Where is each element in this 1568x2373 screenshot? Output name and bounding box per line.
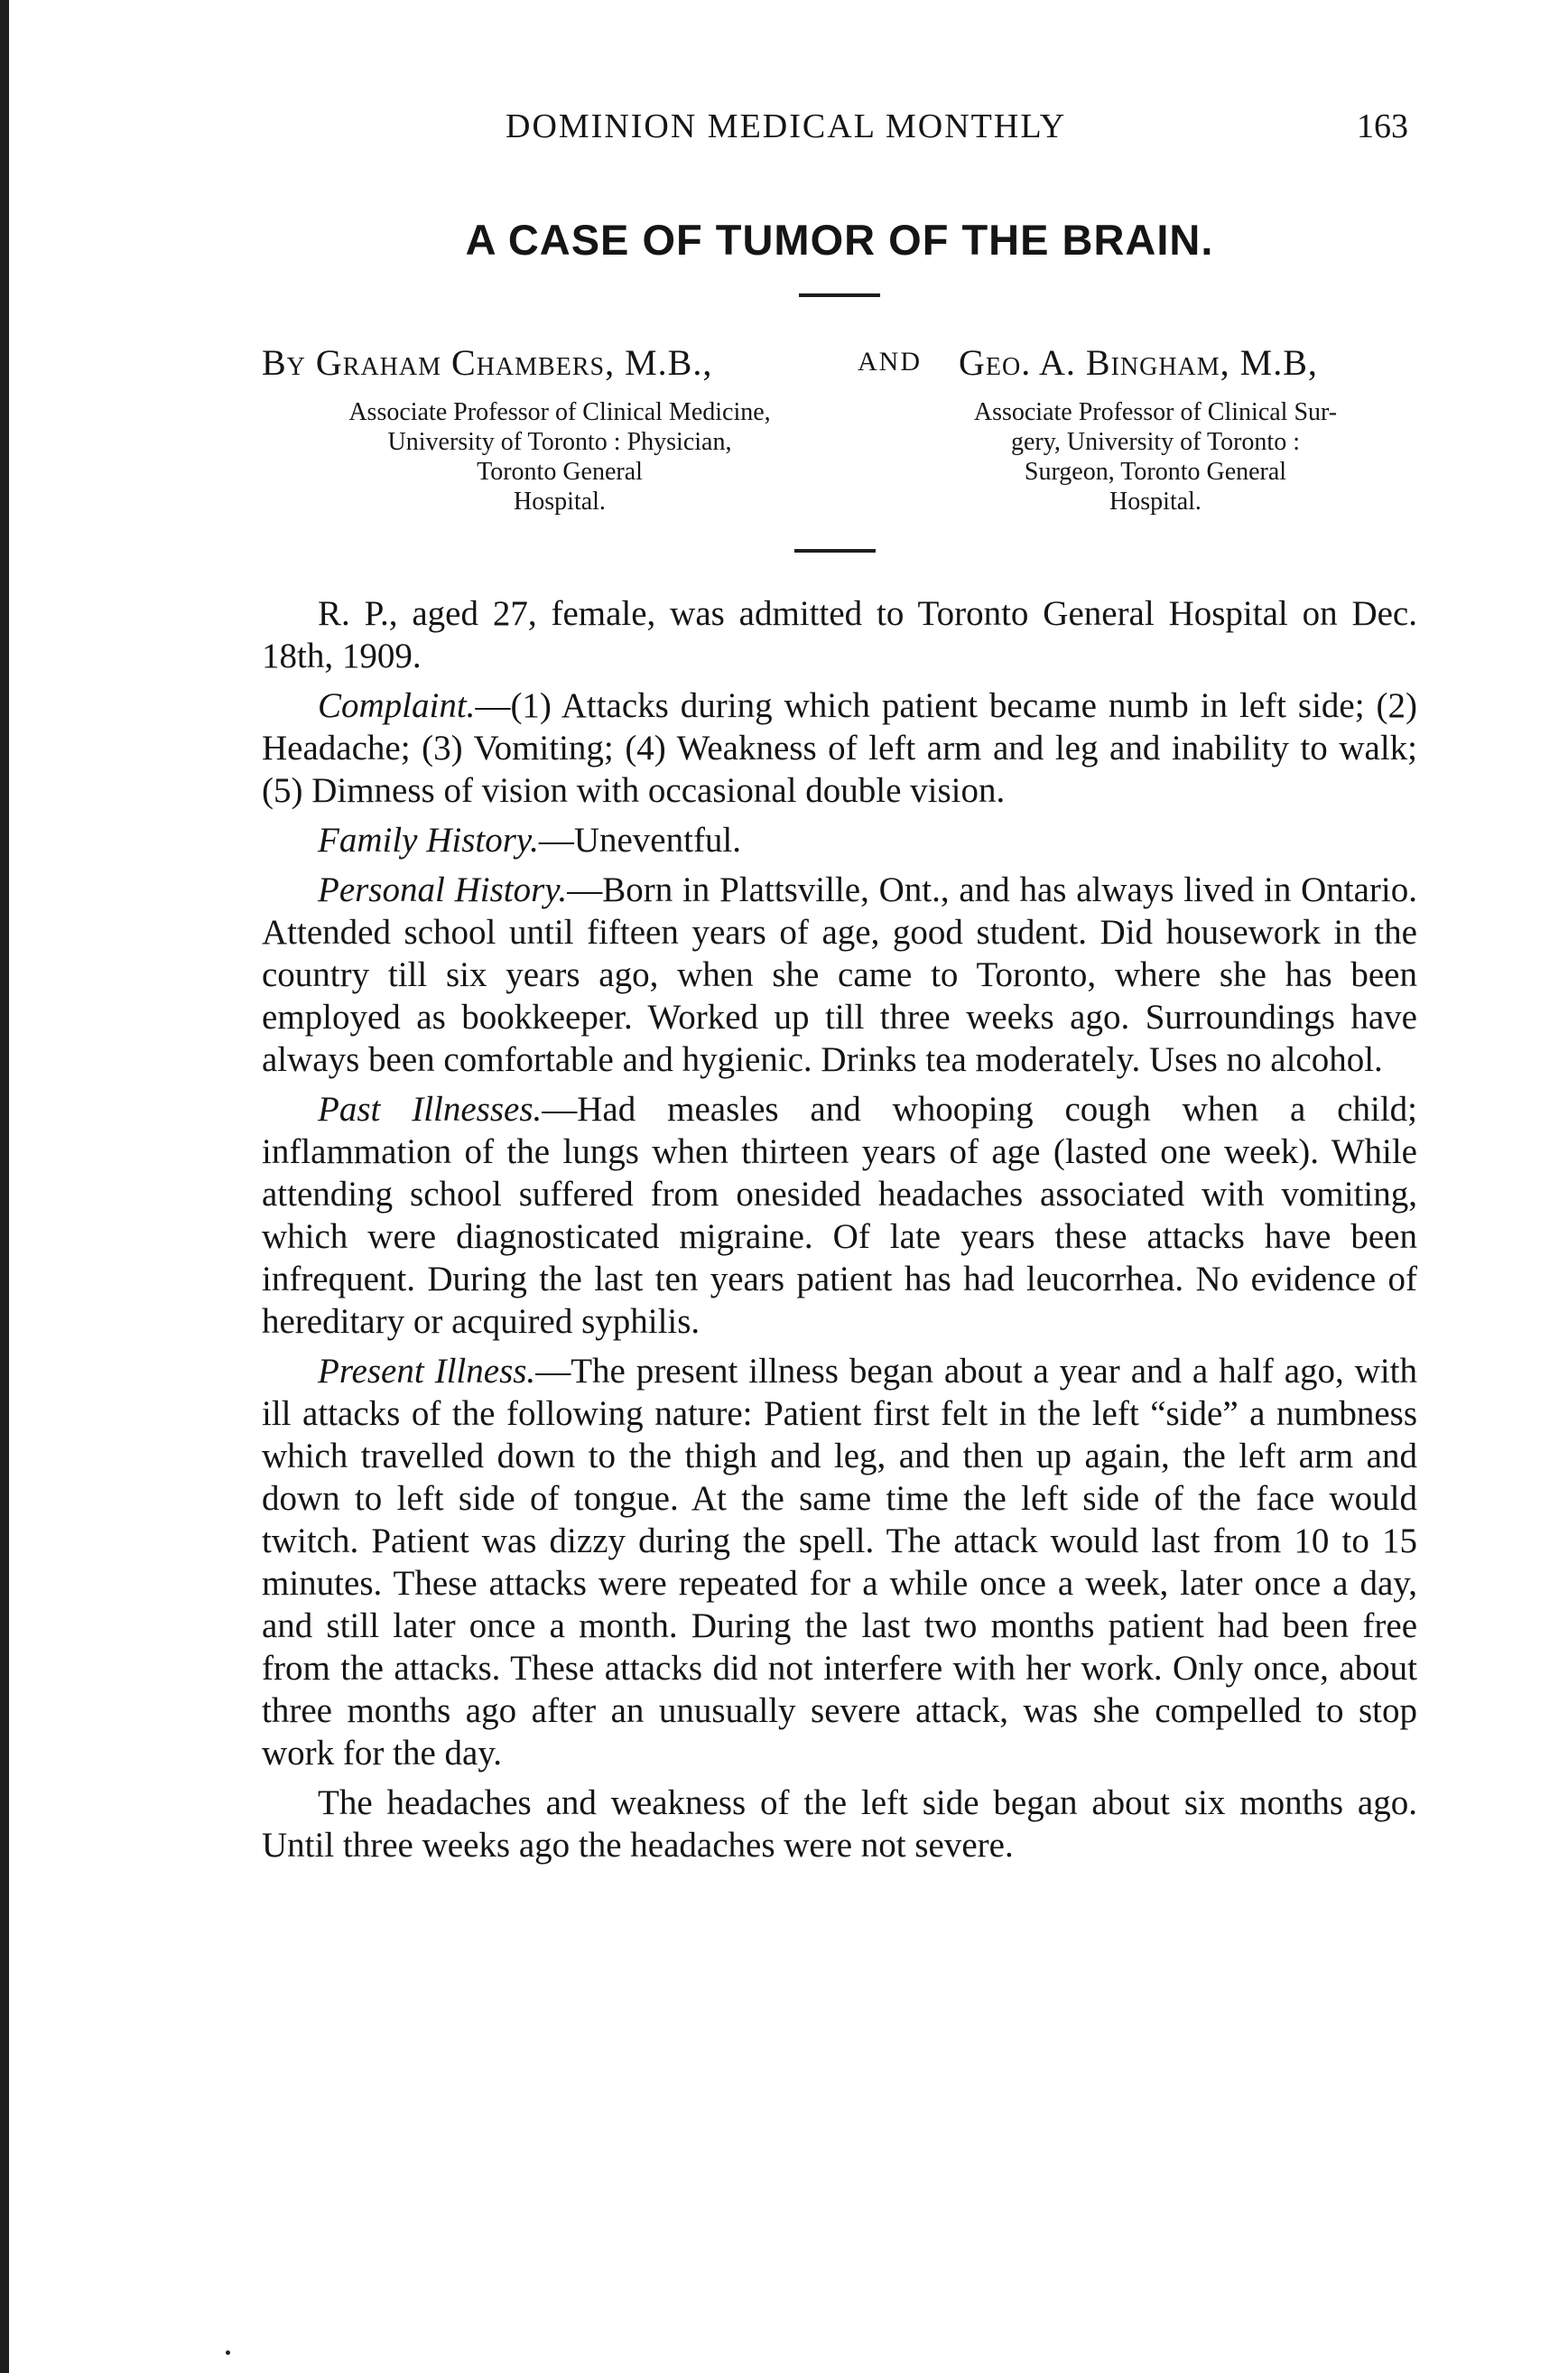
paragraph-family-history (262, 819, 1417, 861)
author-chambers: By Graham Chambers, M.B., (262, 342, 713, 383)
byline (262, 341, 1417, 396)
paragraph-text: —Uneventful. (538, 821, 742, 860)
article-body (262, 592, 1417, 1874)
affiliation-line: Hospital. (1109, 488, 1202, 516)
paragraph-lead: Personal History. (318, 870, 568, 909)
paragraph-lead: Complaint. (318, 686, 476, 725)
page-number: 163 (1357, 107, 1408, 145)
affiliation-line: Associate Professor of Clinical Medicine, (348, 398, 771, 426)
byline-conjunction: AND (858, 347, 922, 377)
paragraph-lead: Past Illnesses. (318, 1090, 543, 1129)
ink-speck (226, 2350, 230, 2355)
paragraph-personal-history (262, 869, 1417, 1081)
page-binding-edge (0, 0, 9, 2373)
paragraph-text: —The present illness began about a year and a half ago, with ill attacks of the following nature: Patient first felt in the left “side” a numbness which travelled down to the thigh and leg, and then up again, the left arm and down to left side of tongue. At the same time the left side of the face would twitch. Patient was dizzy during the spell. The attack would last from 10 to 15 minutes. These attacks were repeated for a while once a week, later once a day, and still later once a month. During the last two months patient had been free from the attacks. These attacks did not interfere with her work. Only once, about three months ago after an unusually severe attack, was she compelled to stop work for the day. (262, 1352, 1417, 1773)
paragraph-admission (262, 592, 1417, 677)
paragraph-text: The headaches and weakness of the left side began about six months ago. Until three weeks ago the headaches were not severe. (262, 1783, 1417, 1865)
affiliation-line: Toronto General (477, 458, 643, 486)
byline-divider (794, 549, 876, 553)
paragraph-past-illnesses (262, 1088, 1417, 1343)
paragraph-present-illness (262, 1350, 1417, 1774)
author-bingham: Geo. A. Bingham, M.B, (959, 342, 1318, 383)
affiliation-chambers (262, 397, 858, 516)
paragraph-complaint (262, 684, 1417, 812)
paragraph-headaches (262, 1782, 1417, 1866)
paragraph-text: —Born in Plattsville, Ont., and has always lived in Ontario. Attended school until fifteen years of age, good student. Did housework in the country till six years ago, when she came to Toronto, where she has been employed as bookkeeper. Worked up till three weeks ago. Surroundings have always been comfortable and hygienic. Drinks tea moderately. Uses no alcohol. (262, 870, 1418, 1079)
article-title: A CASE OF TUMOR OF THE BRAIN. (465, 216, 1214, 264)
paragraph-lead: Family History. (318, 821, 539, 860)
title-divider (799, 293, 880, 297)
paragraph-text: —(1) Attacks during which patient became numb in left side; (2) Headache; (3) Vomiting; (4) Weakness of left arm and leg and inability to walk; (5) Dimness of vision with occasional double vision. (262, 686, 1417, 810)
journal-name: DOMINION MEDICAL MONTHLY (506, 107, 1067, 145)
paragraph-text: R. P., aged 27, female, was admitted to Toronto General Hospital on Dec. 18th, 1909. (262, 594, 1417, 675)
affiliation-bingham (903, 397, 1408, 516)
affiliation-line: University of Toronto : Physician, (387, 428, 732, 456)
paragraph-lead: Present Illness. (318, 1352, 536, 1391)
journal-page (262, 0, 1417, 2373)
affiliation-line: Hospital. (514, 488, 606, 516)
affiliation-line: Associate Professor of Clinical Sur- (973, 398, 1338, 426)
paragraph-text: —Had measles and whooping cough when a child; inflammation of the lungs when thirteen years of age (lasted one week). While attending school suffered from onesided headaches associated with vomiting, which were diagnosticated migraine. Of late years these attacks have been infrequent. During the last ten years patient has had leucorrhea. No evidence of hereditary or acquired syphilis. (262, 1090, 1417, 1341)
affiliation-line: Surgeon, Toronto General (1024, 458, 1287, 486)
affiliation-line: gery, University of Toronto : (1011, 428, 1300, 456)
running-head (262, 107, 1417, 161)
